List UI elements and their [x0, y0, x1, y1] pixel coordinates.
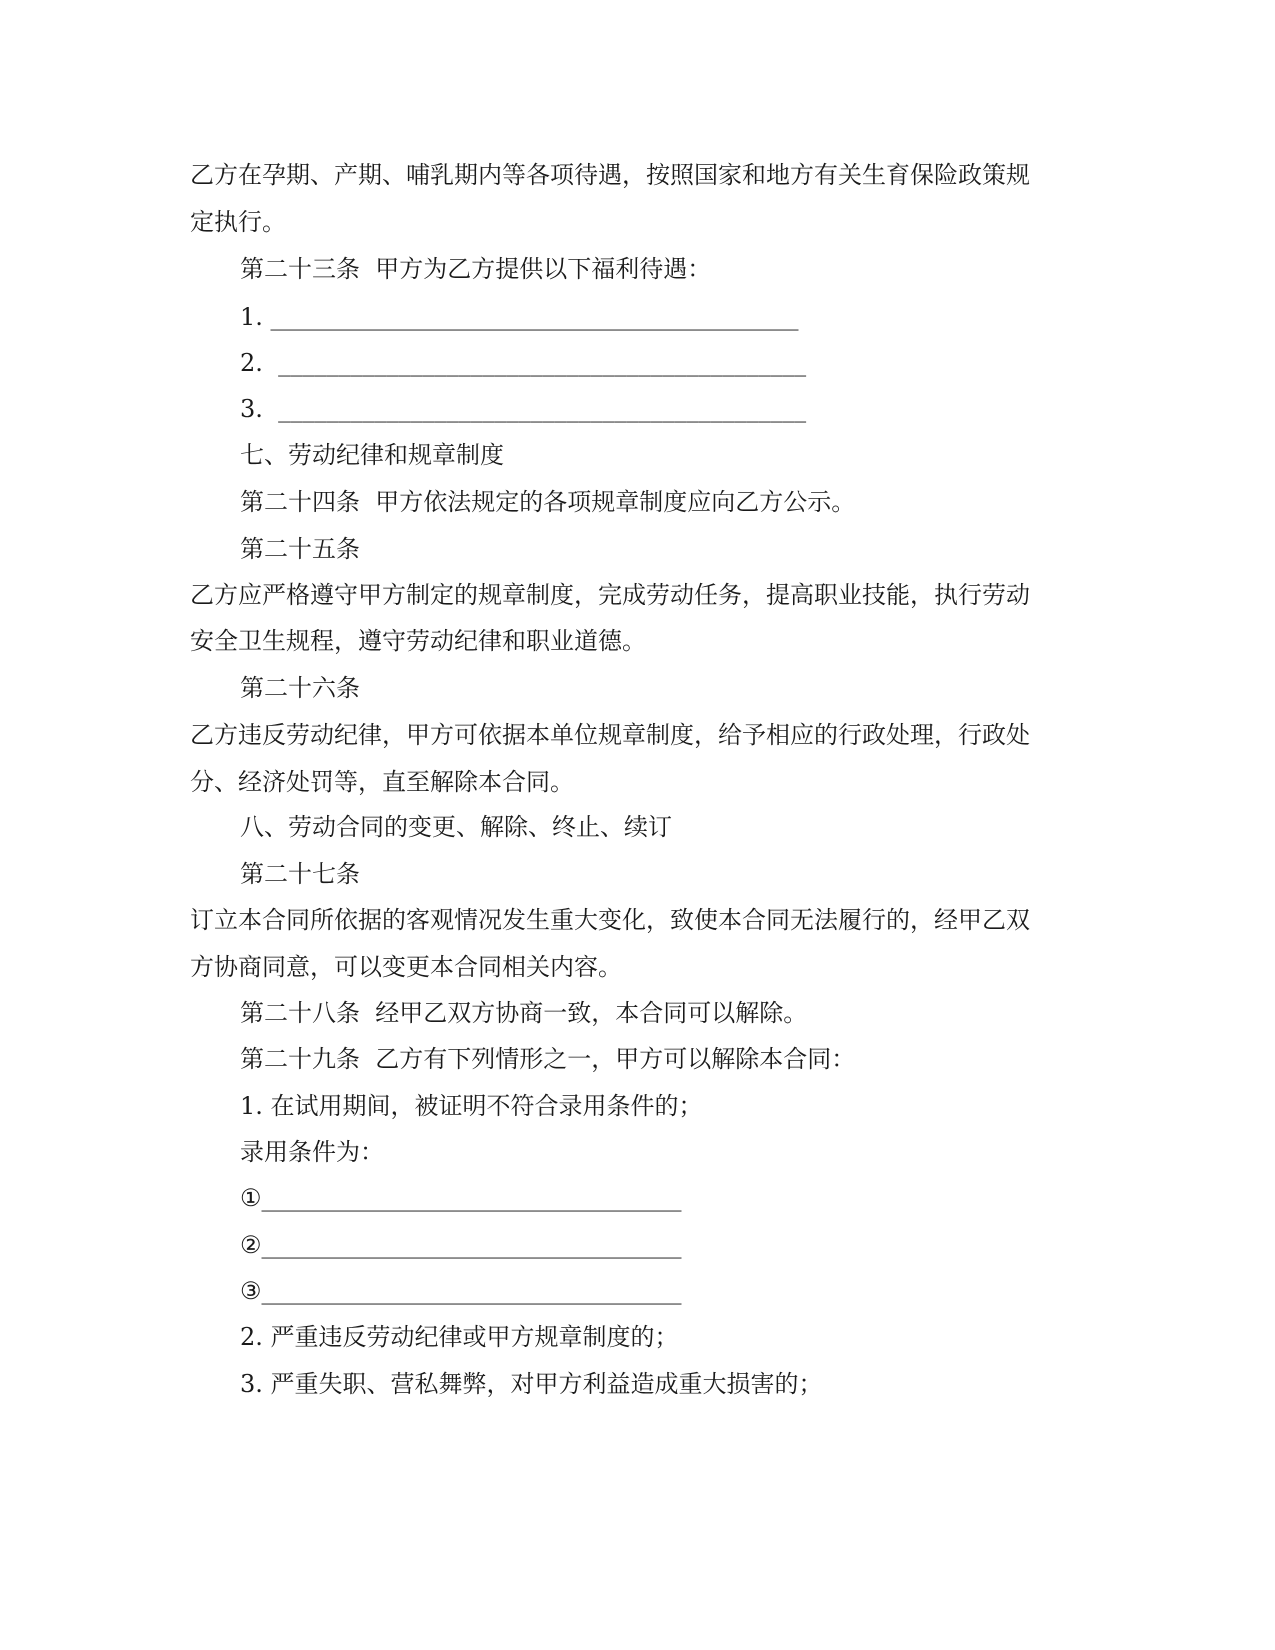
text-line: 分、经济处罚等，直至解除本合同。: [190, 768, 574, 796]
blank-condition-3: ③___________________________________: [240, 1277, 682, 1305]
text-line: 安全卫生规程，遵守劳动纪律和职业道德。: [190, 627, 646, 655]
text-line: 录用条件为：: [240, 1138, 384, 1166]
article-26-heading: 第二十六条: [240, 674, 360, 702]
blank-condition-1: ①___________________________________: [240, 1184, 682, 1212]
blank-item-2: 2. ____________________________________________: [240, 349, 807, 377]
blank-condition-2: ②___________________________________: [240, 1231, 682, 1259]
text-line: 乙方在孕期、产期、哺乳期内等各项待遇，按照国家和地方有关生育保险政策规: [190, 161, 1030, 189]
text-line: 订立本合同所依据的客观情况发生重大变化，致使本合同无法履行的，经甲乙双: [190, 906, 1030, 934]
list-item: 2. 严重违反劳动纪律或甲方规章制度的；: [240, 1323, 679, 1351]
article-25-heading: 第二十五条: [240, 535, 360, 563]
blank-item-1: 1. ____________________________________________: [240, 303, 799, 331]
section-heading: 八、劳动合同的变更、解除、终止、续订: [240, 813, 672, 841]
blank-item-3: 3. ____________________________________________: [240, 395, 807, 423]
article-28-heading: 第二十八条 经甲乙双方协商一致，本合同可以解除。: [240, 999, 808, 1027]
text-line: 定执行。: [190, 208, 286, 236]
article-29-heading: 第二十九条 乙方有下列情形之一，甲方可以解除本合同：: [240, 1045, 856, 1073]
text-line: 方协商同意，可以变更本合同相关内容。: [190, 953, 622, 981]
list-item: 1. 在试用期间，被证明不符合录用条件的；: [240, 1092, 703, 1120]
text-line: 乙方违反劳动纪律，甲方可依据本单位规章制度，给予相应的行政处理，行政处: [190, 721, 1030, 749]
section-heading: 七、劳动纪律和规章制度: [240, 441, 504, 469]
article-27-heading: 第二十七条: [240, 860, 360, 888]
article-23-heading: 第二十三条 甲方为乙方提供以下福利待遇：: [240, 255, 712, 283]
article-24-heading: 第二十四条 甲方依法规定的各项规章制度应向乙方公示。: [240, 488, 856, 516]
list-item: 3. 严重失职、营私舞弊，对甲方利益造成重大损害的；: [240, 1370, 823, 1398]
text-line: 乙方应严格遵守甲方制定的规章制度，完成劳动任务，提高职业技能，执行劳动: [190, 581, 1030, 609]
